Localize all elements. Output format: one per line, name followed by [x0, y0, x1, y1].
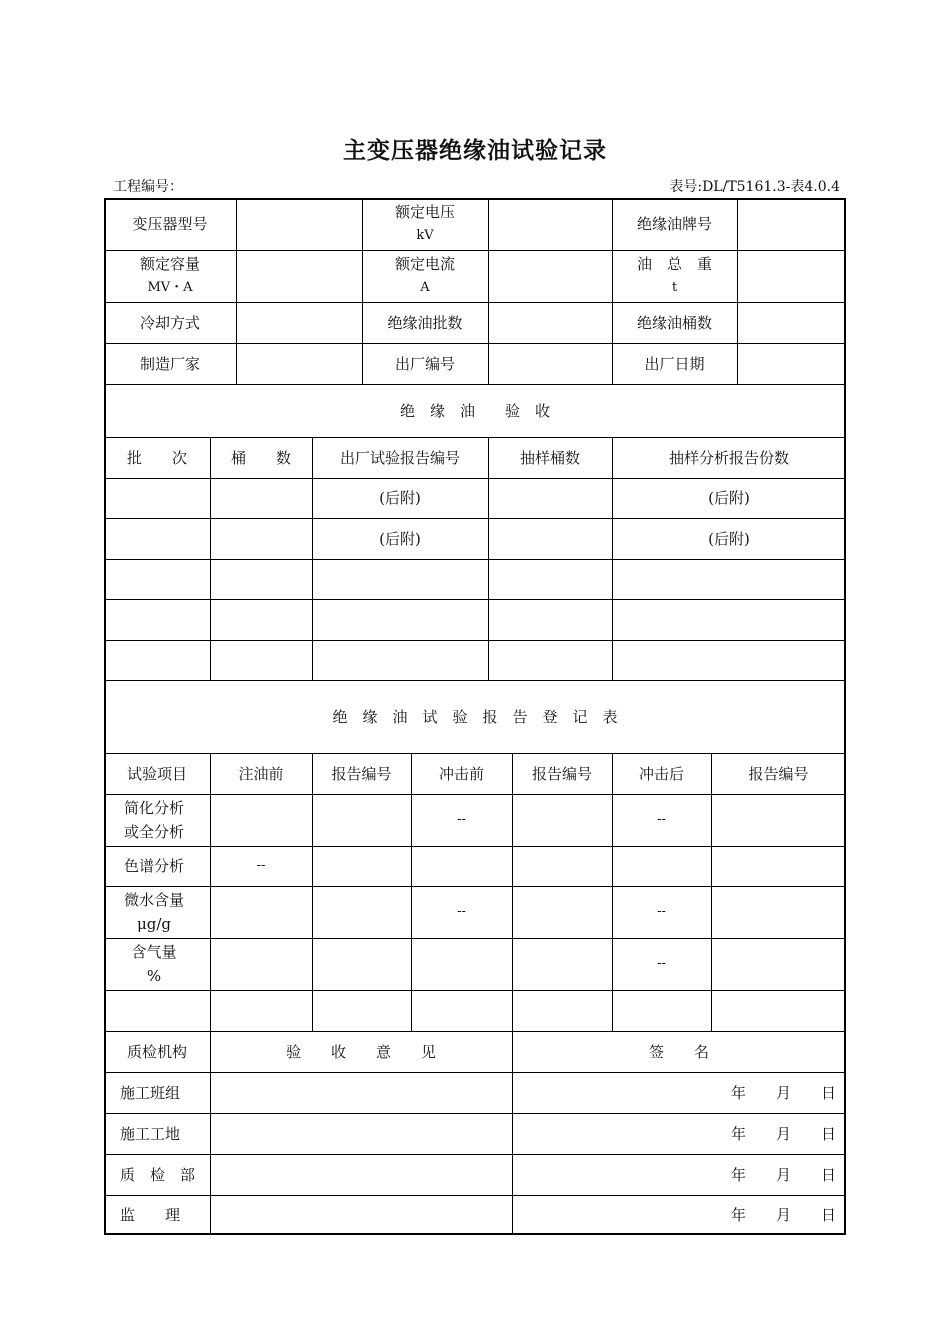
oil-batches-label: 绝缘油批数	[387, 313, 463, 332]
test-item-label: 色谱分析	[123, 857, 184, 875]
row-divider	[104, 990, 846, 991]
rated-capacity-label: 额定容量 MV・A	[139, 255, 200, 295]
acceptance-cell: (后附)	[708, 529, 750, 548]
signoff-header-signature: 签 名	[648, 1042, 709, 1061]
factory-date-label: 出厂日期	[644, 354, 705, 373]
test-cell-na: --	[457, 904, 466, 919]
test-header-before-fill: 注油前	[238, 764, 284, 783]
rated-voltage-label: 额定电压 kV	[394, 203, 455, 243]
test-cell-na: --	[457, 812, 466, 827]
signoff-date: 年 月 日	[730, 1206, 836, 1224]
test-header-before-impulse: 冲击前	[438, 764, 484, 783]
acceptance-cell: (后附)	[708, 489, 750, 507]
acceptance-cell: (后附)	[379, 489, 421, 507]
row-divider	[104, 599, 846, 600]
row-divider	[104, 938, 846, 939]
signoff-org-label: 施工工地	[120, 1124, 181, 1143]
factory-no-label: 出厂编号	[394, 354, 455, 373]
signoff-org-label: 质 检 部	[120, 1165, 196, 1184]
test-cell-na: --	[657, 812, 666, 827]
test-cell-na: --	[657, 904, 666, 919]
test-header-report-no-2: 报告编号	[531, 764, 592, 783]
col-divider	[312, 753, 313, 1031]
test-header-report-no-3: 报告编号	[748, 764, 809, 783]
test-header-item: 试验项目	[126, 764, 187, 783]
signoff-date: 年 月 日	[730, 1083, 836, 1102]
oil-drums-label: 绝缘油桶数	[636, 313, 712, 332]
row-divider	[104, 640, 846, 641]
acceptance-header-report-no: 出厂试验报告编号	[339, 448, 460, 467]
acceptance-header-sample-drums: 抽样桶数	[519, 448, 580, 467]
test-section-title: 绝 缘 油 试 验 报 告 登 记 表	[332, 707, 618, 726]
oil-total-weight-label: 油 总 重 t	[636, 255, 712, 295]
col-divider	[488, 198, 489, 384]
test-item-label: 含气量 %	[131, 943, 177, 985]
signoff-header-opinion: 验 收 意 见	[285, 1042, 436, 1061]
cooling-method-label: 冷却方式	[139, 313, 200, 332]
acceptance-header-report-copies: 抽样分析报告份数	[668, 448, 789, 467]
transformer-model-label: 变压器型号	[132, 215, 208, 233]
col-divider	[236, 198, 237, 384]
acceptance-cell: (后附)	[379, 529, 421, 548]
acceptance-header-batch: 批 次	[126, 448, 187, 467]
test-cell-na: --	[256, 858, 266, 873]
rated-current-label: 额定电流 A	[394, 255, 455, 295]
col-divider	[512, 753, 513, 1031]
acceptance-section-title: 绝 缘 油 验 收	[399, 401, 550, 420]
test-cell-na: --	[657, 956, 666, 971]
signoff-header-org: 质检机构	[126, 1042, 187, 1061]
form-number: 表号:DL/T5161.3-表4.0.4	[669, 179, 840, 195]
page-title: 主变压器绝缘油试验记录	[343, 138, 607, 164]
row-divider	[104, 559, 846, 560]
signoff-org-label: 施工班组	[120, 1083, 181, 1102]
test-header-report-no-1: 报告编号	[331, 764, 392, 783]
test-header-after-impulse: 冲击后	[638, 764, 684, 783]
test-item-label: 微水含量 μg/g	[123, 891, 184, 933]
col-divider	[711, 753, 712, 1031]
signoff-date: 年 月 日	[730, 1165, 836, 1184]
col-divider	[737, 198, 738, 384]
signoff-org-label: 监 理	[120, 1206, 181, 1224]
project-no-label: 工程编号：	[113, 179, 183, 195]
manufacturer-label: 制造厂家	[139, 354, 200, 373]
signoff-date: 年 月 日	[730, 1124, 836, 1143]
col-divider	[210, 753, 211, 1031]
test-item-label: 简化分析 或全分析	[123, 799, 184, 841]
oil-brand-label: 绝缘油牌号	[636, 215, 712, 233]
acceptance-header-drums: 桶 数	[230, 448, 291, 467]
